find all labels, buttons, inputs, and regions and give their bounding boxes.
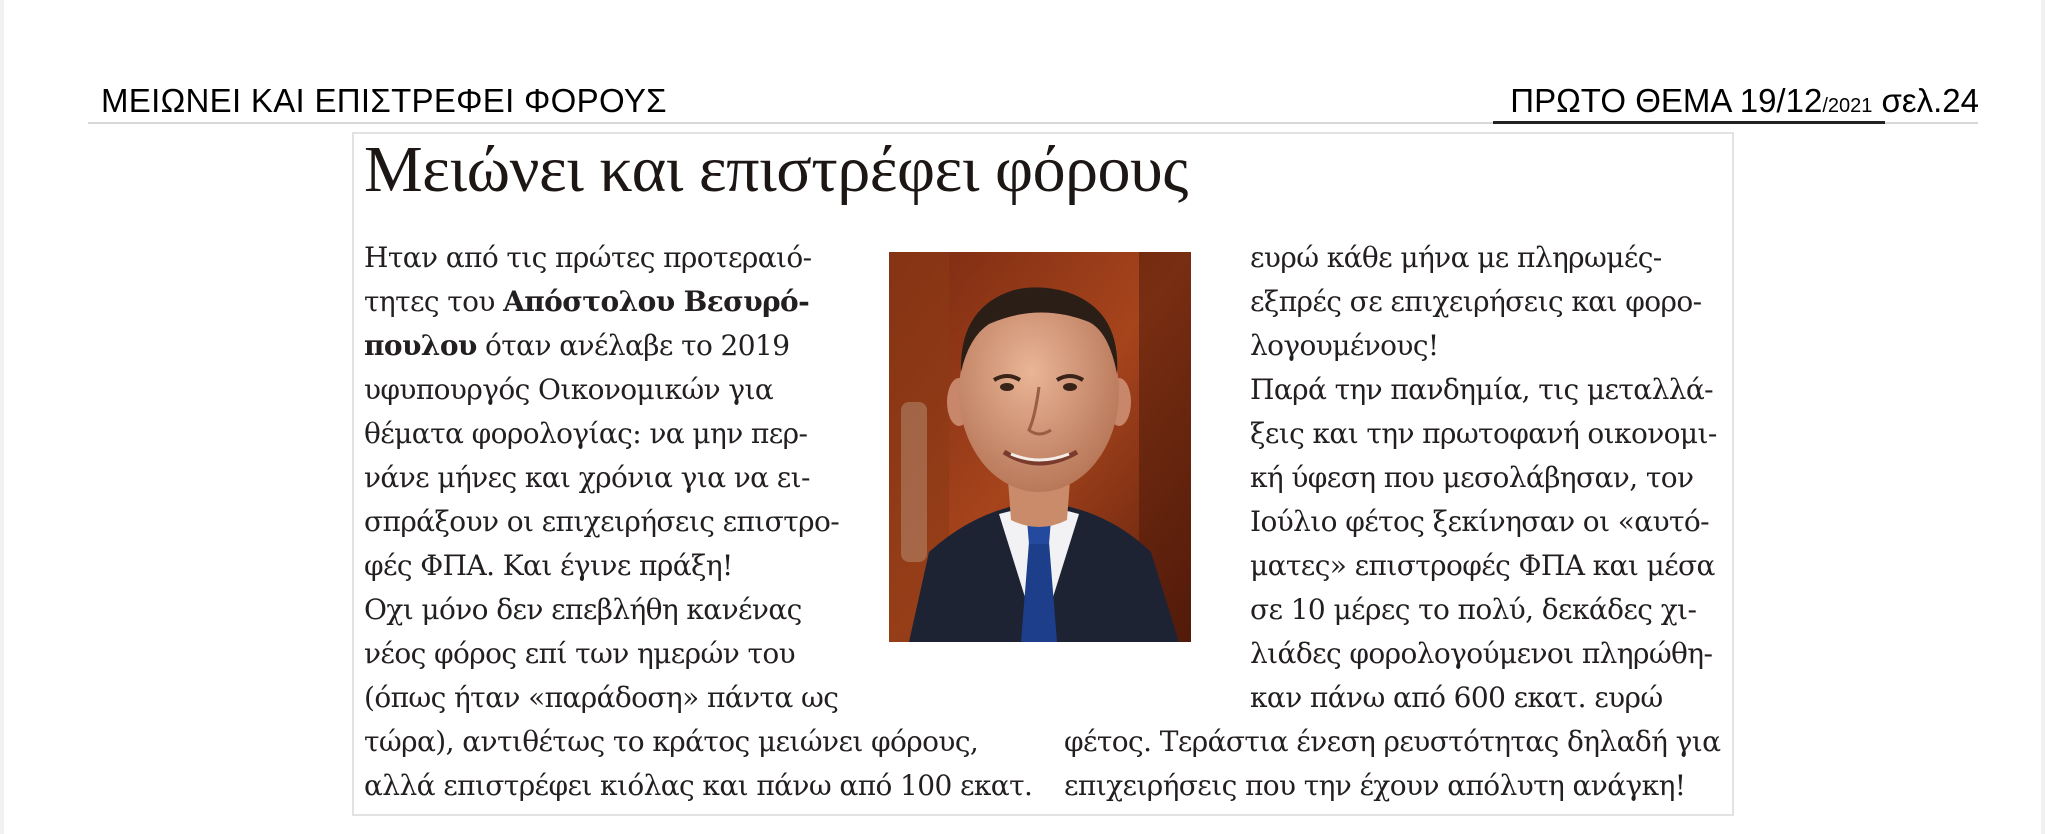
left-line-9: Οχι μόνο δεν επεβλήθη κανένας [364, 593, 802, 626]
left-line-6: νάνε μήνες και χρόνια για να ει- [364, 461, 810, 494]
person-name-cont: πουλου [364, 329, 477, 362]
right-line-7: Ιούλιο φέτος ξεκίνησαν οι «αυτό- [1250, 505, 1710, 538]
right-line-3: λογουμένους! [1250, 329, 1439, 362]
left-line-4: υφυπουργός Οικονομικών για [364, 373, 774, 406]
left-line-5: θέματα φορολογίας: να μην περ- [364, 417, 808, 450]
page-edge-right [2041, 0, 2045, 834]
portrait-photo [889, 252, 1191, 642]
right-line-4: Παρά την πανδημία, τις μεταλλά- [1250, 373, 1714, 406]
person-name: Απόστολου Βεσυρό- [503, 285, 810, 318]
clipping-title: ΜΕΙΩΝΕΙ ΚΑΙ ΕΠΙΣΤΡΕΦΕΙ ΦΟΡΟΥΣ [101, 82, 667, 119]
right-line-9: σε 10 μέρες το πολύ, δεκάδες χι- [1250, 593, 1697, 626]
left-line-10: νέος φόρος επί των ημερών του [364, 637, 796, 670]
left-line-2 [364, 280, 809, 324]
text-run: τητες του [364, 285, 504, 318]
right-line-8: ματες» επιστροφές ΦΠΑ και μέσα [1250, 549, 1715, 582]
left-line-7: σπράξουν οι επιχειρήσεις επιστρο- [364, 505, 840, 538]
right-line-5: ξεις και την πρωτοφανή οικονομι- [1250, 417, 1717, 450]
right-line-11: καν πάνω από 600 εκατ. ευρώ [1250, 681, 1663, 714]
left-line-12: τώρα), αντιθέτως το κράτος μειώνει φόρους, [364, 725, 979, 758]
left-line-11: (όπως ήταν «παράδοση» πάντα ως [364, 681, 839, 714]
left-line-3 [364, 324, 789, 368]
right-line-10: λιάδες φορολογούμενοι πληρώθη- [1250, 637, 1713, 670]
source-name: ΠΡΩΤΟ ΘΕΜΑ 19/12 [1510, 82, 1823, 119]
left-line-13: αλλά επιστρέφει κιόλας και πάνω από 100 εκατ. [364, 769, 1033, 802]
right-line-13: επιχειρήσεις που την έχουν απόλυτη ανάγκη! [1064, 769, 1686, 802]
article-clipping [352, 132, 1734, 816]
text-run: όταν ανέλαβε το 2019 [476, 329, 790, 362]
right-line-12: φέτος. Τεράστια ένεση ρευστότητας δηλαδή για [1064, 725, 1721, 758]
source-year: /2021 [1822, 95, 1873, 117]
article-headline: Μειώνει και επιστρέφει φόρους [364, 133, 1188, 206]
portrait-illustration [889, 252, 1191, 642]
source-page: σελ.24 [1872, 82, 1979, 119]
right-line-2: εξπρές σε επιχειρήσεις και φορο- [1250, 285, 1702, 318]
source-underline [1493, 121, 1885, 124]
page-edge-left [0, 0, 4, 834]
right-line-6: κή ύφεση που μεσολάβησαν, τον [1250, 461, 1694, 494]
right-line-1: ευρώ κάθε μήνα με πληρωμές- [1250, 241, 1662, 274]
left-line-1: Ηταν από τις πρώτες προτεραιό- [364, 241, 812, 274]
left-line-8: φές ΦΠΑ. Και έγινε πράξη! [364, 549, 733, 582]
clipping-source [1510, 82, 1979, 120]
